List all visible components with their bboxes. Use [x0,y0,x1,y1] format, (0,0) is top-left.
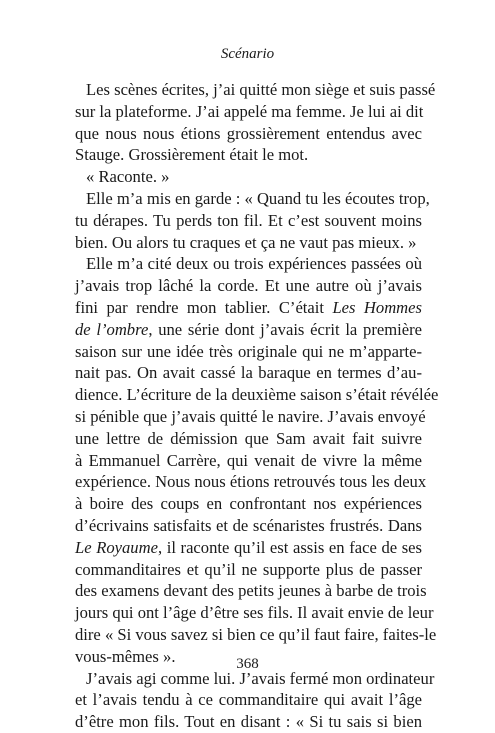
text-segment: , une série dont j’avais écrit la première [148,319,422,339]
text-segment: vous-mêmes ». [75,646,176,666]
text-line [75,341,422,363]
text-line [75,275,422,297]
text-segment: fini par rendre mon tablier. C’était [75,297,333,317]
text-segment: dience. L’écriture de la deuxième saison s’était révélée [75,385,439,405]
text-line [75,123,422,145]
text-segment: sur la plateforme. J’ai appelé ma femme. Je lui ai dit [75,101,424,121]
text-segment: J’avais agi comme lui. J’avais fermé mon ordinateur [86,668,435,688]
text-line [75,362,422,384]
text-line [75,79,436,101]
text-line [75,559,422,581]
text-line [75,101,422,123]
text-segment: tu dérapes. Tu perds ton fil. Et c’est souvent moins [75,210,422,230]
text-segment: d’écrivains satisfaits et de scénaristes frustrés. Dans [75,515,422,535]
text-segment: d’être mon fils. Tout en disant : « Si tu sais si bien [75,712,422,732]
text-segment: que nous nous étions grossièrement entendus avec [75,123,422,143]
text-line [75,210,422,232]
page-number: 368 [236,656,259,672]
text-segment: j’avais trop lâché la corde. Et une autre où j’avais [75,276,422,296]
text-segment: commanditaires et qu’il ne supporte plus de passer [75,559,422,579]
text-segment: saison sur une idée très originale qui ne m’apparte- [75,341,422,361]
body-text [75,79,439,733]
text-segment: si pénible que j’avais quitté le navire. J’avais envoyé [75,406,426,426]
text-line [75,493,422,515]
text-line [75,253,422,275]
italic-title: Les Hommes [332,297,422,317]
text-line [75,624,437,646]
text-segment: dire « Si vous savez si bien ce qu’il faut faire, faites-le [75,624,437,644]
text-line [75,515,422,537]
text-line [75,166,422,188]
text-line [75,450,422,472]
text-line [75,188,430,210]
italic-title: Le Royaume [75,537,158,557]
text-line [75,537,422,559]
running-head: Scénario [220,46,275,62]
text-line [75,297,422,319]
text-line [75,471,427,493]
text-segment: expérience. Nous nous étions retrouvés tous les deux [75,472,427,492]
text-segment: bien. Ou alors tu craques et ça ne vaut pas mieux. » [75,232,417,252]
text-segment: une lettre de démission que Sam avait fait suivre [75,428,422,448]
text-line [75,384,439,406]
text-line [75,319,422,341]
text-line [75,689,422,711]
text-segment: Les scènes écrites, j’ai quitté mon siège et suis passé [86,80,436,99]
text-segment: , il raconte qu’il est assis en face de ses [157,537,422,557]
text-line [75,580,427,602]
text-segment: des examens devant des petits jeunes à barbe de trois [75,581,427,601]
text-segment: Elle m’a mis en garde : « Quand tu les écoutes trop, [86,188,430,208]
text-segment: et l’avais tendu à ce commanditaire qui avait l’âge [75,690,422,710]
text-line [75,428,422,450]
text-segment: à Emmanuel Carrère, qui venait de vivre la même [75,450,422,470]
text-line [75,144,422,166]
italic-title: de l’ombre [75,319,149,339]
text-segment: Stauge. Grossièrement était le mot. [75,145,309,165]
text-segment: « Raconte. » [86,167,170,187]
text-segment: Elle m’a cité deux ou trois expériences passées où [86,254,422,274]
text-line [75,232,422,254]
text-line [75,406,426,428]
text-segment: jours qui ont l’âge d’être ses fils. Il avait envie de leur [75,603,434,623]
text-segment: nait pas. On avait cassé la baraque en termes d’au- [75,363,422,383]
text-line [75,602,434,624]
text-segment: à boire des coups en confrontant nos expériences [75,494,422,514]
text-line [75,711,422,733]
